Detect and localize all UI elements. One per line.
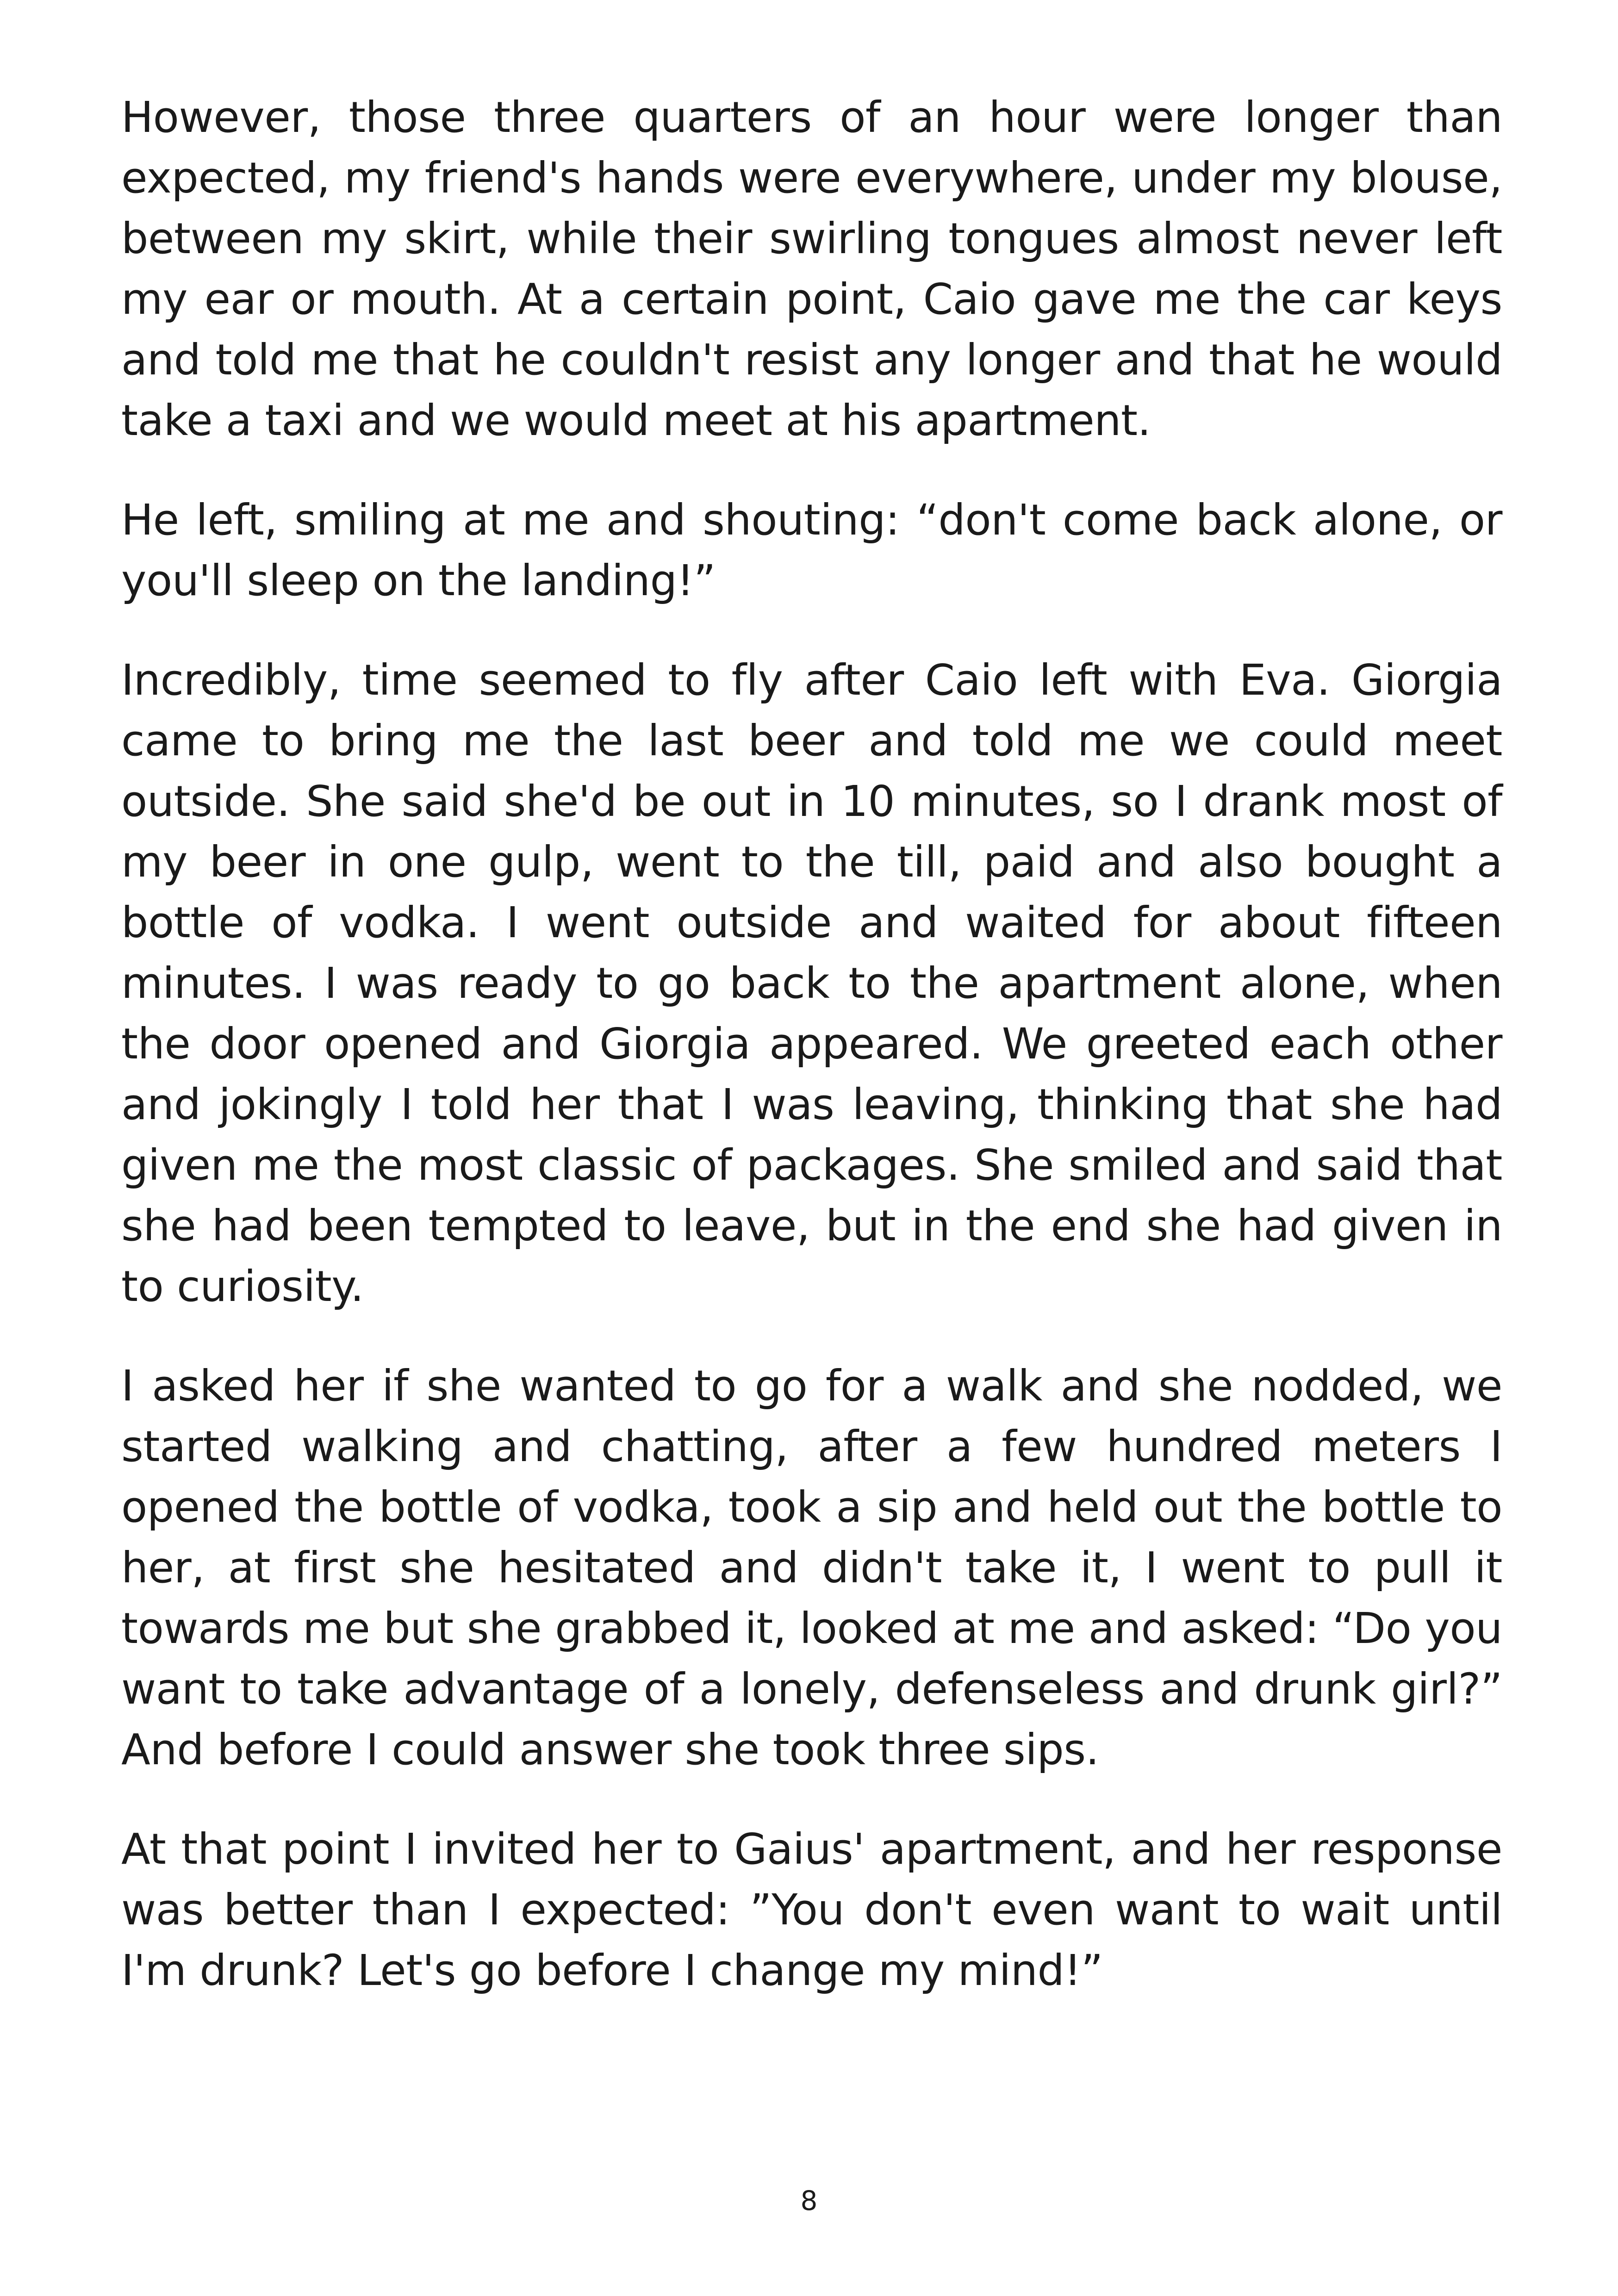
paragraph: I asked her if she wanted to go for a walk and she nodded, we started walking and chatting, after a few hundred meters I opened the bottle of vodka, took a sip and held out the bottle to her, at first she hesitated and didn't take it, I went to pull it towards me but she grabbed it, looked at me and asked: “Do you want to take advantage of a lonely, defenseless and drunk girl?” And before I could answer she took three sips. <box>121 1361 1502 1774</box>
page-number: 8 <box>800 2185 818 2216</box>
paragraph: He left, smiling at me and shouting: “don't come back alone, or you'll sleep on the landing!” <box>121 495 1502 605</box>
paragraph: At that point I invited her to Gaius' apartment, and her response was better than I expected: ”You don't even want to wait until I'm drunk? Let's go before I change my mind!” <box>121 1824 1502 1995</box>
paragraph: Incredibly, time seemed to fly after Caio left with Eva. Giorgia came to bring me the last beer and told me we could meet outside. She said she'd be out in 10 minutes, so I drank most of my beer in one gulp, went to the till, paid and also bought a bottle of vodka. I went outside and waited for about fifteen minutes. I was ready to go back to the apartment alone, when the door opened and Giorgia appeared. We greeted each other and jokingly I told her that I was leaving, thinking that she had given me the most classic of packages. She smiled and said that she had been tempted to leave, but in the end she had given in to curiosity. <box>121 655 1502 1311</box>
paragraph: However, those three quarters of an hour were longer than expected, my friend's hands were everywhere, under my blouse, between my skirt, while their swirling tongues almost never left my ear or mouth. At a certain point, Caio gave me the car keys and told me that he couldn't resist any longer and that he would take a taxi and we would meet at his apartment. <box>121 93 1502 445</box>
body-text <box>121 87 1502 2040</box>
